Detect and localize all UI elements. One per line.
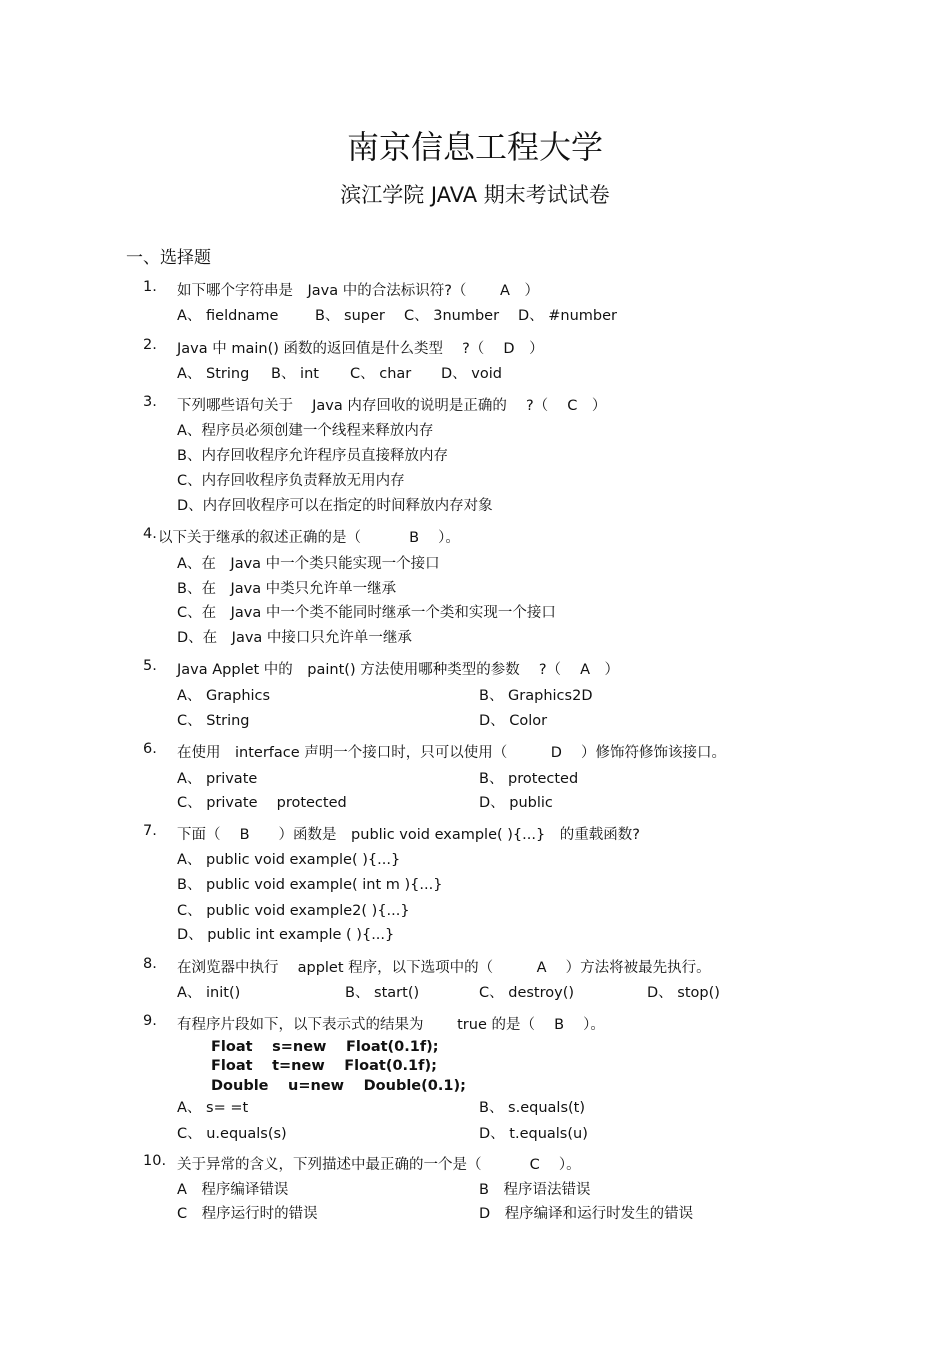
question-stem: 在使用 interface 声明一个接口时，只可以使用（ D ）修饰符修饰该接口。 xyxy=(177,745,727,761)
question-number: 4. xyxy=(143,526,157,542)
option-d: D、在 Java 中接口只允许单一继承 xyxy=(177,630,412,646)
question-number: 6. xyxy=(143,741,157,757)
option-a: A、 String xyxy=(177,366,250,382)
question-stem: 在浏览器中执行 applet 程序，以下选项中的（ A ）方法将被最先执行。 xyxy=(177,960,711,976)
option-c: C、 String xyxy=(177,713,250,729)
option-a: A、 s= =t xyxy=(177,1100,249,1116)
code-line: Float s=new Float(0.1f); xyxy=(211,1039,439,1055)
question-stem: 关于异常的含义，下列描述中最正确的一个是（ C ）。 xyxy=(177,1157,581,1173)
option-a: A、 init() xyxy=(177,985,241,1001)
question-number: 8. xyxy=(143,956,157,972)
option-b: B、 s.equals(t) xyxy=(479,1100,586,1116)
question-number: 7. xyxy=(143,823,157,839)
option-b: B、在 Java 中类只允许单一继承 xyxy=(177,581,397,597)
option-a: A、 Graphics xyxy=(177,688,271,704)
option-c: C、 private protected xyxy=(177,795,347,811)
option-c: C 程序运行时的错误 xyxy=(177,1206,318,1222)
question-number: 9. xyxy=(143,1013,157,1029)
option-a: A、程序员必须创建一个线程来释放内存 xyxy=(177,423,434,439)
question-stem: 下面（ B ）函数是 public void example( ){...} 的重载函数? xyxy=(177,827,640,843)
option-c: C、内存回收程序负责释放无用内存 xyxy=(177,473,405,489)
option-c: C、 char xyxy=(350,366,412,382)
question-stem: 以下关于继承的叙述正确的是（ B ）。 xyxy=(158,530,460,546)
option-d: D、 stop() xyxy=(647,985,720,1001)
question-number: 1. xyxy=(143,279,157,295)
code-line: Double u=new Double(0.1); xyxy=(211,1078,466,1094)
option-b: B、 start() xyxy=(345,985,420,1001)
option-a: A、 private xyxy=(177,771,258,787)
question-stem: 有程序片段如下，以下表示式的结果为 true 的是（ B ）。 xyxy=(177,1017,605,1033)
option-a: A 程序编译错误 xyxy=(177,1182,289,1198)
option-d: D、 public xyxy=(479,795,553,811)
option-b: B、 Graphics2D xyxy=(479,688,593,704)
option-c: C、 3number xyxy=(404,308,500,324)
option-b: B 程序语法错误 xyxy=(479,1182,591,1198)
option-c: C、 public void example2( ){...} xyxy=(177,903,410,919)
question-number: 5. xyxy=(143,658,157,674)
section-title: 一、选择题 xyxy=(126,248,211,268)
option-a: A、 public void example( ){...} xyxy=(177,852,401,868)
option-a: A、在 Java 中一个类只能实现一个接口 xyxy=(177,556,440,572)
option-d: D、 void xyxy=(441,366,502,382)
option-d: D、 #number xyxy=(518,308,618,324)
option-d: D、 Color xyxy=(479,713,548,729)
code-line: Float t=new Float(0.1f); xyxy=(211,1058,437,1074)
question-stem: Java Applet 中的 paint() 方法使用哪种类型的参数 ?（ A ） xyxy=(177,662,620,678)
question-stem: 下列哪些语句关于 Java 内存回收的说明是正确的 ?（ C ） xyxy=(177,398,607,414)
question-stem: Java 中 main() 函数的返回值是什么类型 ?（ D ） xyxy=(177,341,544,357)
question-number: 2. xyxy=(143,337,157,353)
option-d: D、 public int example ( ){...} xyxy=(177,927,395,943)
option-b: B、 protected xyxy=(479,771,579,787)
option-d: D、 t.equals(u) xyxy=(479,1126,588,1142)
option-b: B、 super xyxy=(315,308,385,324)
question-number: 10. xyxy=(143,1153,167,1169)
option-d: D 程序编译和运行时发生的错误 xyxy=(479,1206,694,1222)
question-stem: 如下哪个字符串是 Java 中的合法标识符?（ A ） xyxy=(177,283,539,299)
page-subtitle: 滨江学院 JAVA 期末考试试卷 xyxy=(340,183,610,207)
option-b: B、内存回收程序允许程序员直接释放内存 xyxy=(177,448,448,464)
option-c: C、在 Java 中一个类不能同时继承一个类和实现一个接口 xyxy=(177,605,556,621)
question-number: 3. xyxy=(143,394,157,410)
option-c: C、 destroy() xyxy=(479,985,575,1001)
option-c: C、 u.equals(s) xyxy=(177,1126,287,1142)
page-title: 南京信息工程大学 xyxy=(346,128,603,166)
option-b: B、 public void example( int m ){...} xyxy=(177,877,443,893)
option-d: D、内存回收程序可以在指定的时间释放内存对象 xyxy=(177,498,493,514)
option-b: B、 int xyxy=(271,366,319,382)
option-a: A、 fieldname xyxy=(177,308,279,324)
